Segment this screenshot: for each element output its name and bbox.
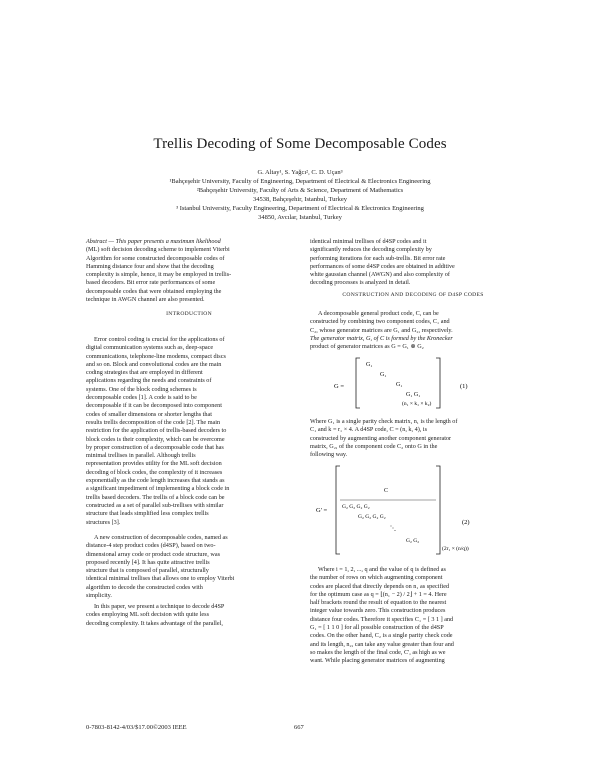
text-line: integer value towards zero. This construction produces	[310, 607, 446, 615]
section-heading-introduction: INTRODUCTION	[166, 311, 212, 317]
eq2-entry: C	[384, 488, 389, 494]
eq1-left-bracket	[356, 358, 360, 408]
text-line: the number of rows on which augmenting component	[310, 574, 443, 582]
eq1-dims: (n₁ × k₁ × k₂)	[402, 401, 432, 407]
eq2-left-bracket	[336, 466, 340, 554]
text-line: C₂, whose generator matrices are G₁ and G₂, respectively.	[310, 326, 453, 334]
text-line: communications, telephone-line modems, compact discs	[86, 352, 226, 360]
text-line: G₁ = [ 1 1 0 ] for all possible construction of the d4SP	[310, 624, 444, 632]
intro-paragraph-1	[86, 336, 292, 527]
construction-paragraph-2	[310, 418, 516, 459]
text-line: decoding of block codes, the complexity of it increases	[86, 468, 223, 476]
text-line: performances of some d4SP codes are obtained in additive	[310, 262, 455, 270]
text-line: decomposable codes [1]. A code is said to be	[86, 394, 197, 402]
text-line: decoding complexity. It takes advantage of the parallel,	[86, 619, 223, 627]
affiliation-2: ²Bahçeşehir University, Faculty of Arts & Science, Department of Mathematics	[196, 187, 404, 194]
text-line: representation provides utility for the ML soft decision	[86, 460, 222, 468]
text-line: want. While placing generator matrices of augmenting	[310, 657, 445, 665]
text-line: block codes is their complexity, which can be overcome	[86, 435, 225, 443]
eq2-dots: ⋱	[390, 526, 396, 532]
text-line: algorithm to decode the constructed codes with	[86, 583, 203, 591]
text-line: constructed by combining two component codes, C₁ and	[310, 318, 450, 326]
text-line: distance four codes. Therefore it specifies C₁ = [ 3 1 ] and	[310, 615, 454, 623]
text-line: systems. One of the block coding schemes is	[86, 385, 197, 393]
text-line: minimal trellises in parallel. Although trellis	[86, 452, 196, 460]
text-line: The generator matrix, G, of C is formed by the Kronecker	[310, 334, 453, 342]
abstract-line: (ML) soft decision decoding scheme to implement Viterbi	[86, 246, 230, 254]
text-line: matrix, G₂, of the component code C₂ onto G in the	[310, 442, 438, 450]
text-line: codes are placed that directly depends on n₁ as specified	[310, 582, 450, 590]
text-line: In this paper, we present a technique to decode d4SP	[94, 603, 225, 610]
text-line: restriction for the application of trellis-based decoders to	[86, 427, 227, 435]
text-line: coding strategies that are employed in different	[86, 369, 203, 377]
text-line: Where i = 1, 2, ..., q and the value of q is defined as	[318, 566, 446, 573]
text-line: following way.	[310, 451, 348, 459]
text-line: A new construction of decomposable codes, named as	[94, 534, 228, 541]
text-line: and its length, n₂, can take any value greater than four and	[310, 640, 454, 648]
text-line: applications regarding the needs and constraints of	[86, 377, 212, 385]
eq2-entry: G₂ G₂ G₂ G₂	[342, 504, 370, 510]
text-line: Error control coding is crucial for the applications of	[94, 336, 225, 343]
text-line: codes. On the other hand, C₂ is a single parity check code	[310, 632, 453, 640]
eq1-label: (1)	[460, 383, 468, 390]
construction-paragraph-1	[310, 310, 516, 351]
eq2-entry: G₂ G₂	[406, 538, 420, 544]
eq1-entry: G₁ G₁	[406, 392, 421, 398]
eq1-entry: G₁	[366, 362, 373, 368]
abstract-line: Algorithm for some constructed decomposable codes of	[86, 254, 225, 262]
abstract	[86, 238, 292, 304]
right-top-paragraph	[310, 238, 516, 288]
text-line: structure that is composed of parallel, structurally	[86, 567, 209, 575]
text-line: A decomposable general product code, C, can be	[318, 310, 439, 317]
text-line: for the optimum case as q = ⌊(n₁ − 2) / 2⌋ + 1 = 4. Here	[310, 590, 447, 598]
text-line: structures [3].	[86, 518, 121, 526]
affiliation-4: ³ Istanbul University, Faculty Engineering, Department of Electrical & Electronics Engineering	[176, 205, 424, 212]
text-line: significantly reduces the decoding complexity by	[310, 246, 432, 254]
text-line: white gaussian channel (AWGN) and also complexity of	[310, 271, 450, 279]
eq2-entry: G₂ G₂ G₂ G₂	[358, 514, 386, 520]
page-number: 667	[294, 724, 304, 731]
affiliation-5: 34850, Avcılar, Istanbul, Turkey	[258, 214, 342, 221]
abstract-line: Hamming distance four and show that the decoding	[86, 262, 214, 270]
author-names: G. Altay¹, S. Yağcı², C. D. Uçan³	[257, 169, 343, 176]
eq1-entry: G₁	[380, 372, 387, 378]
text-line: Where G₁ is a single parity check matrix, n₁ is the length of	[310, 418, 458, 425]
text-line: product of generator matrices as G = G₁ ⊗ G₂	[310, 343, 424, 351]
text-line: simplicity.	[86, 592, 112, 600]
abstract-line: Abstract — This paper presents a maximum likelihood	[86, 238, 221, 245]
text-line: decomposable if it can be decomposed into component	[86, 402, 222, 410]
eq1-right-bracket	[436, 358, 440, 408]
construction-paragraph-3	[310, 566, 516, 666]
text-line: so makes the length of the final code, C', as high as we	[310, 648, 446, 656]
text-line: performing iterations for each sub-trellis. Bit error rate	[310, 254, 446, 262]
text-line: proposed recently [4]. It has quite attractive trellis	[86, 558, 210, 566]
abstract-line: technique in AWGN channel are also presented.	[86, 296, 205, 304]
abstract-line: complexity is simple, hence, it may be employed in trellis-	[86, 271, 232, 279]
text-line: codes employing ML soft decision with quite less	[86, 611, 209, 619]
text-line: by proper construction of a decomposable code that has	[86, 443, 224, 451]
affiliation-3: 34538, Bahçeşehir, Istanbul, Turkey	[253, 196, 347, 203]
abstract-line: decomposable codes that were obtained employing the	[86, 287, 222, 295]
text-line: results trellis decomposition of the code [2]. The main	[86, 418, 221, 426]
abstract-line: based decoders. Bit error rate performances of some	[86, 279, 216, 287]
text-line: codes of smaller dimensions or shorter lengths that	[86, 410, 212, 418]
text-line: digital communication systems such as, deep-space	[86, 344, 214, 352]
text-line: half brackets round the result of equation to the nearest	[310, 599, 447, 607]
text-line: distance-4 step product codes (d4SP), based on two-	[86, 542, 216, 550]
equation-1	[310, 352, 516, 414]
text-line: and so on. Block and convolutional codes are the main	[86, 360, 222, 368]
eq1-lhs: G =	[334, 383, 344, 390]
intro-paragraph-3	[86, 603, 292, 628]
text-line: C₁ and k = r₁ × 4. A d4SP code, C = (n, k, 4), is	[310, 426, 427, 434]
author-block	[0, 168, 600, 222]
text-line: trellis based decoders. The trellis of a block code can be	[86, 493, 225, 501]
eq2-right-bracket	[436, 466, 440, 554]
text-line: structure that leads simplified less complex trellis	[86, 510, 209, 518]
text-line: identical minimal trellises that allows one to employ Viterbi	[86, 575, 235, 583]
text-line: a significant impediment of implementing a block code in	[86, 485, 230, 493]
eq2-lhs: G' =	[316, 507, 328, 514]
intro-paragraph-2	[86, 534, 292, 600]
text-line: exponentially as the code length increases that stands as	[86, 477, 225, 485]
text-line: identical minimal trellises of d4SP codes and it	[310, 238, 427, 245]
paper-title: Trellis Decoding of Some Decomposable Codes	[153, 136, 447, 152]
footer-isbn: 0-7803-8142-4/03/$17.00©2003 IEEE	[86, 724, 187, 731]
equation-2	[310, 462, 516, 558]
affiliation-1: ¹Bahçeşehir University, Faculty of Engineering, Department of Electrical & Electronics Engineering	[169, 178, 431, 185]
eq1-entry: G₁	[396, 382, 403, 388]
eq2-dims: (2r₁ × (n/q))	[442, 546, 469, 552]
text-line: dimensional array code or product code structure, was	[86, 550, 221, 558]
eq2-label: (2)	[462, 519, 470, 526]
text-line: decoding processes is analyzed in detail.	[310, 279, 411, 287]
text-line: constructed by augmenting another component generator	[310, 434, 452, 442]
section-heading-construction: CONSTRUCTION AND DECODING OF D4SP CODES	[342, 292, 484, 298]
text-line: constructed as a set of parallel sub-trellises with similar	[86, 501, 224, 509]
